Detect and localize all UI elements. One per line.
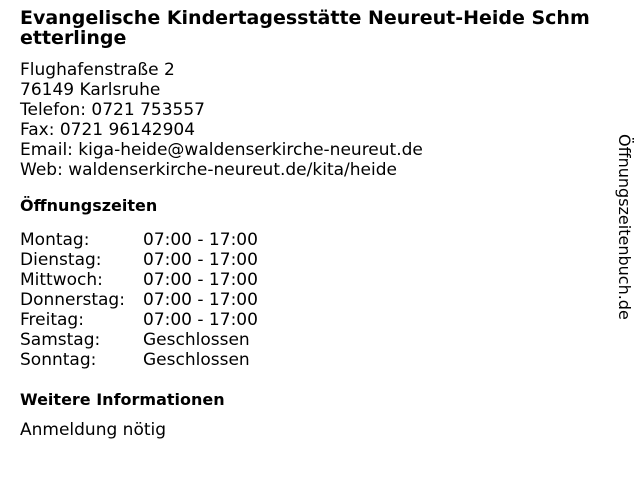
hours-day: Mittwoch: [20, 270, 103, 290]
hours-time: 07:00 - 17:00 [143, 270, 258, 290]
opening-hours-heading: Öffnungszeiten [20, 196, 158, 215]
hours-day: Sonntag: [20, 350, 97, 370]
address-street: Flughafenstraße 2 [20, 60, 175, 80]
hours-row-tuesday [20, 250, 616, 270]
business-card [20, 8, 616, 440]
hours-time: Geschlossen [143, 330, 250, 350]
hours-row-sunday [20, 350, 616, 370]
phone-number[interactable]: Telefon: 0721 753557 [20, 100, 205, 120]
hours-time: 07:00 - 17:00 [143, 290, 258, 310]
hours-time: Geschlossen [143, 350, 250, 370]
page-title: Evangelische Kindertagesstätte Neureut-Heide Schmetterlinge [20, 7, 590, 49]
hours-time: 07:00 - 17:00 [143, 250, 258, 270]
hours-row-saturday [20, 330, 616, 350]
hours-row-thursday [20, 290, 616, 310]
fax-number: Fax: 0721 96142904 [20, 120, 196, 140]
further-info-heading: Weitere Informationen [20, 390, 225, 409]
address-block [20, 60, 616, 180]
hours-time: 07:00 - 17:00 [143, 230, 258, 250]
hours-day: Freitag: [20, 310, 84, 330]
hours-day: Montag: [20, 230, 90, 250]
opening-hours-table [20, 230, 616, 370]
hours-row-monday [20, 230, 616, 250]
website-link[interactable]: Web: waldenserkirche-neureut.de/kita/heide [20, 160, 397, 180]
email-address[interactable]: Email: kiga-heide@waldenserkirche-neureut.de [20, 140, 423, 160]
hours-row-wednesday [20, 270, 616, 290]
hours-time: 07:00 - 17:00 [143, 310, 258, 330]
further-info-text: Anmeldung nötig [20, 420, 167, 440]
hours-day: Donnerstag: [20, 290, 125, 310]
address-city: 76149 Karlsruhe [20, 80, 161, 100]
site-watermark: Öffnungszeitenbuch.de [615, 134, 634, 320]
hours-day: Samstag: [20, 330, 101, 350]
hours-day: Dienstag: [20, 250, 102, 270]
hours-row-friday [20, 310, 616, 330]
